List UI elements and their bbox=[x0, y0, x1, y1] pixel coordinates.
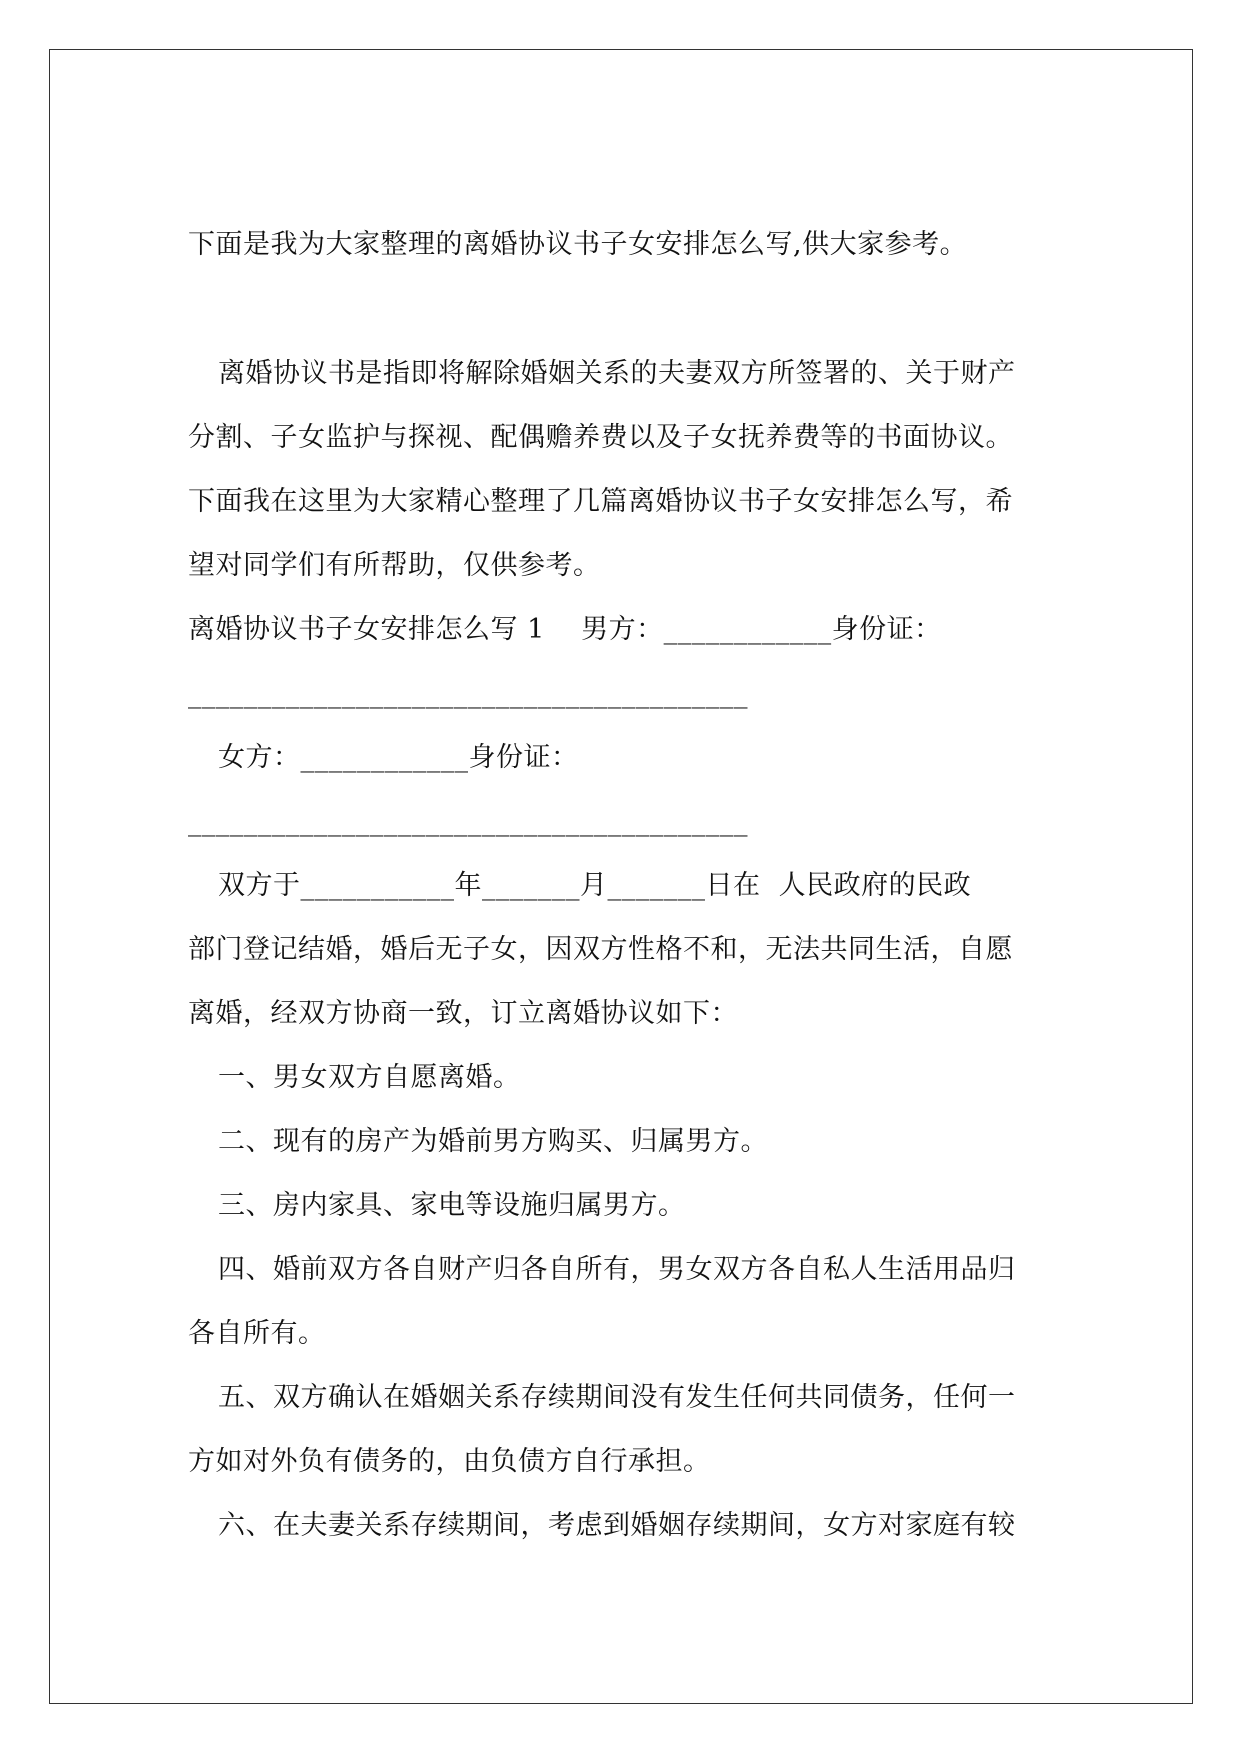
clause-6: 六、在夫妻关系存续期间，考虑到婚姻存续期间，女方对家庭有较 bbox=[218, 1510, 1016, 1541]
clause-5: 五、双方确认在婚姻关系存续期间没有发生任何共同债务，任何一 bbox=[218, 1382, 1016, 1413]
clause-4: 四、婚前双方各自财产归各自所有，男女双方各自私人生活用品归 bbox=[218, 1254, 1016, 1285]
section-header: 离婚协议书子女安排怎么写 1 男方：____________身份证： bbox=[188, 614, 942, 645]
clause-2: 二、现有的房产为婚前男方购买、归属男方。 bbox=[218, 1126, 768, 1157]
male-id-blank: ________________________________________ bbox=[188, 678, 748, 709]
clause-3: 三、房内家具、家电等设施归属男方。 bbox=[218, 1190, 686, 1221]
paragraph-line: 分割、子女监护与探视、配偶赡养费以及子女抚养费等的书面协议。 bbox=[188, 422, 1013, 453]
paragraph-line: 部门登记结婚，婚后无子女，因双方性格不和，无法共同生活，自愿 bbox=[188, 934, 1013, 965]
paragraph-line: 下面我在这里为大家精心整理了几篇离婚协议书子女安排怎么写，希 bbox=[188, 486, 1013, 517]
female-line: 女方：____________身份证： bbox=[218, 742, 579, 773]
clause-4-cont: 各自所有。 bbox=[188, 1318, 326, 1349]
clause-1: 一、男女双方自愿离婚。 bbox=[218, 1062, 521, 1093]
intro-text: 下面是我为大家整理的离婚协议书子女安排怎么写,供大家参考。 bbox=[188, 229, 968, 260]
paragraph-line: 望对同学们有所帮助，仅供参考。 bbox=[188, 550, 601, 581]
female-id-blank: ________________________________________ bbox=[188, 806, 748, 837]
paragraph-line: 离婚协议书是指即将解除婚姻关系的夫妻双方所签署的、关于财产 bbox=[218, 358, 1016, 389]
clause-5-cont: 方如对外负有债务的，由负债方自行承担。 bbox=[188, 1446, 711, 1477]
paragraph-line: 双方于___________年_______月_______日在 人民政府的民政 bbox=[218, 870, 972, 901]
paragraph-line: 离婚，经双方协商一致，订立离婚协议如下： bbox=[188, 998, 738, 1029]
